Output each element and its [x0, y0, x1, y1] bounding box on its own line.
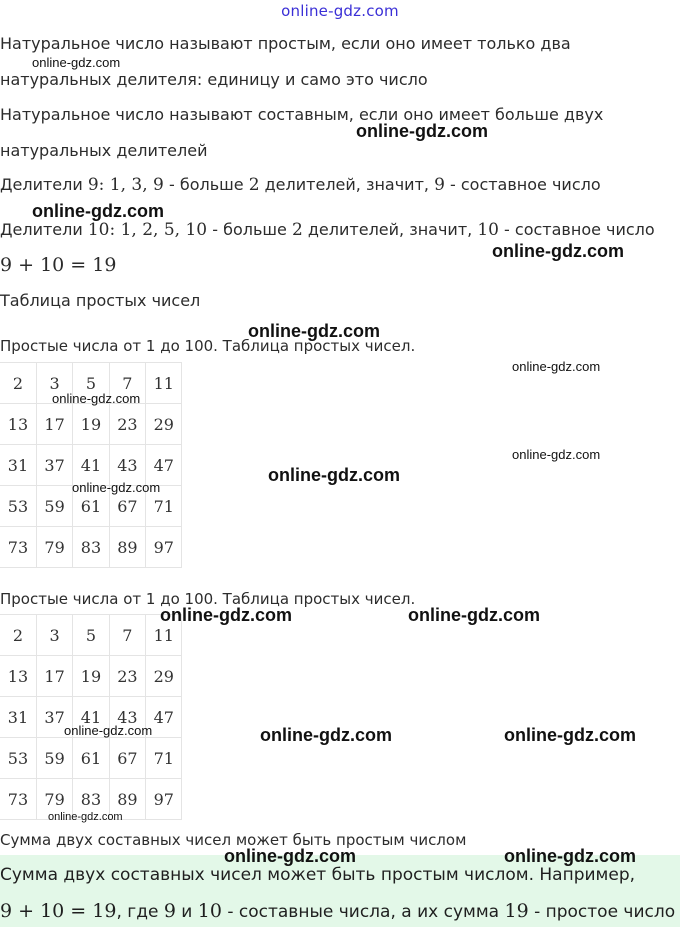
answer-line1: Сумма двух составных чисел может быть простым числом. Например, — [0, 865, 636, 885]
composite-definition-line2: натуральных делителей — [0, 141, 208, 160]
prime-definition-line2: натуральных делителя: единицу и само это число — [0, 70, 428, 89]
table-cell: 97 — [146, 527, 182, 568]
watermark: online-gdz.com — [492, 241, 624, 261]
table-cell: 7 — [109, 615, 145, 656]
table-cell: 53 — [0, 486, 36, 527]
table-cell: 7 — [109, 363, 145, 404]
table-cell: 11 — [146, 615, 182, 656]
table-cell: 3 — [36, 363, 72, 404]
table-caption-1: Простые числа от 1 до 100. Таблица простых чисел. — [0, 337, 416, 355]
answer-mid4: - простое число — [528, 902, 676, 922]
divisors-10-num: 10 — [477, 220, 499, 240]
table-row — [0, 656, 182, 697]
table-cell: 83 — [73, 527, 109, 568]
table-cell: 19 — [73, 656, 109, 697]
table-cell: 43 — [109, 445, 145, 486]
watermark: online-gdz.com — [160, 605, 292, 625]
answer-n3: 19 — [504, 900, 529, 922]
table-row — [0, 404, 182, 445]
divisors-10-line — [0, 220, 655, 240]
answer-equation: 9 + 10 = 19 — [0, 900, 117, 922]
watermark: online-gdz.com — [408, 605, 540, 625]
divisors-10-list: : 1, 2, 5, 10 — [109, 220, 208, 240]
divisors-9-mid: делителей, значит, — [259, 175, 435, 194]
table-cell: 61 — [73, 738, 109, 779]
table-cell: 29 — [146, 404, 182, 445]
table-cell: 31 — [0, 445, 36, 486]
table-cell: 2 — [0, 363, 36, 404]
table-cell: 89 — [109, 527, 145, 568]
table-cell: 37 — [36, 697, 72, 738]
watermark: online-gdz.com — [260, 725, 392, 745]
table-cell: 23 — [109, 404, 145, 445]
table-cell: 11 — [146, 363, 182, 404]
divisors-10-more: - больше — [207, 220, 292, 239]
table-cell: 13 — [0, 656, 36, 697]
answer-mid1: , где — [116, 902, 164, 922]
watermark: online-gdz.com — [32, 201, 164, 221]
divisors-9-num: 9 — [434, 175, 445, 195]
table-cell: 59 — [36, 738, 72, 779]
table-cell: 97 — [146, 779, 182, 820]
table-cell: 5 — [73, 615, 109, 656]
table-cell: 73 — [0, 527, 36, 568]
watermark: online-gdz.com — [504, 846, 636, 866]
watermark: online-gdz.com — [224, 846, 356, 866]
table-cell: 67 — [109, 738, 145, 779]
watermark: online-gdz.com — [32, 55, 121, 70]
answer-line2 — [0, 901, 675, 922]
table-cell: 17 — [36, 404, 72, 445]
table-cell: 47 — [146, 697, 182, 738]
table-heading: Таблица простых чисел — [0, 291, 201, 310]
watermark: online-gdz.com — [356, 121, 488, 141]
conclusion-statement: Сумма двух составных чисел может быть простым числом — [0, 831, 467, 849]
table-cell: 41 — [73, 697, 109, 738]
divisors-9-prefix: Делители — [0, 175, 88, 194]
answer-mid3: - составные числа, а их сумма — [221, 902, 505, 922]
site-link[interactable]: online-gdz.com — [281, 2, 399, 20]
table-cell: 67 — [109, 486, 145, 527]
table-cell: 59 — [36, 486, 72, 527]
table-cell: 79 — [36, 527, 72, 568]
table-cell: 61 — [73, 486, 109, 527]
table-cell: 13 — [0, 404, 36, 445]
divisors-10-two: 2 — [291, 220, 303, 240]
divisors-10-prefix: Делители — [0, 220, 88, 239]
composite-definition-line1: Натуральное число называют составным, если оно имеет больше двух — [0, 105, 604, 124]
answer-mid2: и — [175, 902, 198, 922]
watermark: online-gdz.com — [64, 723, 153, 738]
table-cell: 79 — [36, 779, 72, 820]
divisors-9-number: 9 — [87, 175, 99, 195]
table-cell: 5 — [73, 363, 109, 404]
divisors-9-suffix: - составное число — [444, 175, 601, 194]
table-cell: 31 — [0, 697, 36, 738]
primes-table-2 — [0, 614, 182, 820]
divisors-9-more: - больше — [163, 175, 249, 194]
watermark: online-gdz.com — [48, 811, 123, 823]
table-row — [0, 527, 182, 568]
table-cell: 47 — [146, 445, 182, 486]
table-row — [0, 738, 182, 779]
watermark: online-gdz.com — [248, 321, 380, 341]
divisors-10-number: 10 — [87, 220, 110, 240]
table-cell: 71 — [146, 486, 182, 527]
table-cell: 37 — [36, 445, 72, 486]
watermark: online-gdz.com — [52, 391, 141, 406]
divisors-9-line — [0, 175, 601, 195]
table-cell: 3 — [36, 615, 72, 656]
table-cell: 53 — [0, 738, 36, 779]
watermark: online-gdz.com — [512, 359, 601, 374]
table-cell: 17 — [36, 656, 72, 697]
divisors-9-two: 2 — [248, 175, 260, 195]
watermark: online-gdz.com — [504, 725, 636, 745]
answer-n2: 10 — [197, 900, 222, 922]
answer-n1: 9 — [163, 900, 176, 922]
sum-equation: 9 + 10 = 19 — [0, 254, 117, 276]
watermark: online-gdz.com — [72, 480, 161, 495]
divisors-10-suffix: - составное число — [498, 220, 655, 239]
table-caption-2: Простые числа от 1 до 100. Таблица простых чисел. — [0, 590, 416, 608]
watermark: online-gdz.com — [268, 465, 400, 485]
table-cell: 89 — [109, 779, 145, 820]
watermark: online-gdz.com — [512, 447, 601, 462]
table-cell: 41 — [73, 445, 109, 486]
table-cell: 23 — [109, 656, 145, 697]
table-cell: 2 — [0, 615, 36, 656]
table-cell: 73 — [0, 779, 36, 820]
divisors-10-mid: делителей, значит, — [302, 220, 478, 239]
table-cell: 71 — [146, 738, 182, 779]
table-cell: 83 — [73, 779, 109, 820]
prime-definition-line1: Натуральное число называют простым, если оно имеет только два — [0, 34, 571, 53]
table-cell: 43 — [109, 697, 145, 738]
table-row — [0, 615, 182, 656]
divisors-9-list: : 1, 3, 9 — [98, 175, 164, 195]
table-cell: 19 — [73, 404, 109, 445]
table-cell: 29 — [146, 656, 182, 697]
